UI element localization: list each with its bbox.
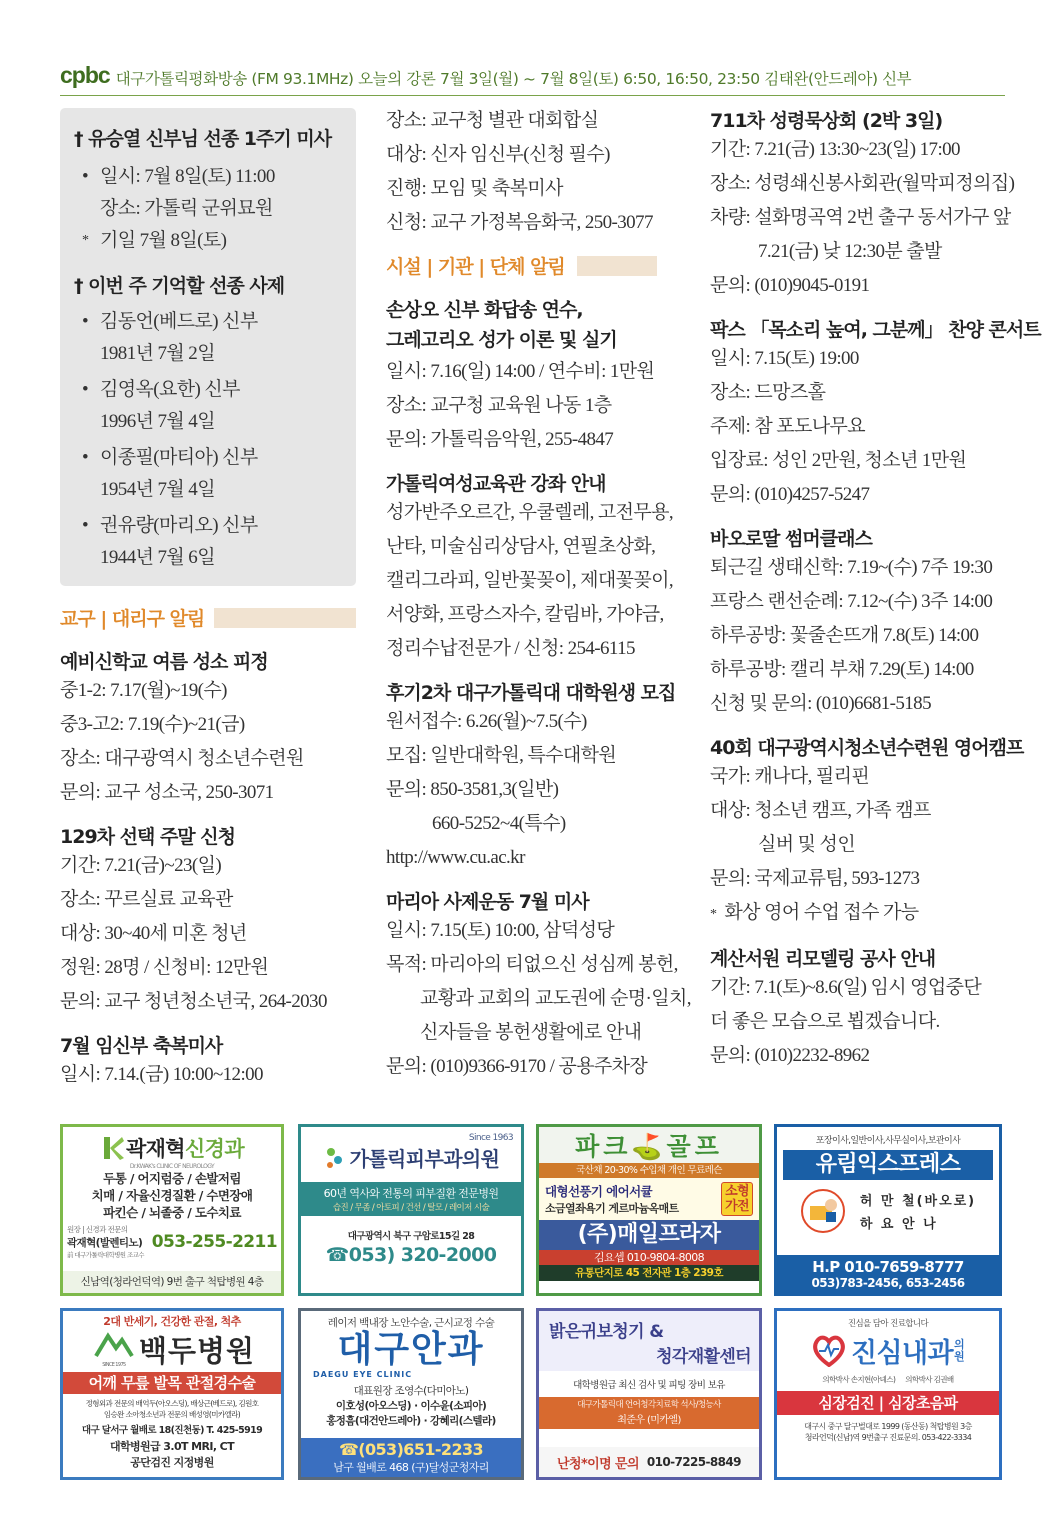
clinic-english: Dr.KWAK's CLINIC OF NEUROLOGY [129,1163,215,1170]
center-name: 청각재활센터 [656,1347,751,1367]
notice-line: 더 좋은 모습으로 뵙겠습니다. [710,1011,940,1032]
section-bar [577,256,657,276]
doctor-title: 원장 | 신경과 전문의 [67,1225,128,1234]
ad-address: 대구광역시 북구 구암로15길 28 [347,1231,475,1242]
ad-line: 소금열좌욕기 게르마늄옥매트 [545,1202,679,1215]
ad-line: 두통 / 어지럼증 / 손발저림 [103,1171,241,1186]
notice-line: 문의: 교구 청년청소년국, 264-2030 [60,991,327,1012]
ad-line: 습진 / 무좀 / 아토피 / 건선 / 탈모 / 레이저 시술 [332,1203,490,1213]
notice-line: 일시: 7.15(토) 10:00, 삼덕성당 [386,920,615,941]
notice-line: 대상: 청소년 캠프, 가족 캠프 [710,800,931,821]
diocese-section-header: 교구 | 대리구 알림 [60,604,356,631]
company-name: 유림익스프레스 [783,1150,993,1180]
column-3 [710,106,1041,1073]
notice-line: 기간: 7.1(토)~8.6(일) 임시 영업중단 [710,977,982,998]
center-name: 밝은귀보청기 & [549,1322,664,1342]
memorial-box [60,108,356,586]
notice-line: 원서접수: 6.26(월)~7.5(수) [386,711,587,732]
phone-number[interactable]: ☎053) 320-2000 [325,1244,497,1266]
notice-title: 팍스 「목소리 높여, 그분께」 찬양 콘서트 [710,319,1041,341]
mover-mascot-icon [800,1188,846,1234]
notice-title: 바오로딸 썸머클래스 [710,528,872,550]
notice-title: 7월 임신부 축복미사 [60,1035,223,1057]
owner-name: 하 요 안 나 [859,1217,938,1232]
ad-address: 유통단지로 45 전자관 1층 239호 [539,1265,759,1281]
notice-line: 실버 및 성인 [758,834,856,855]
notice-line: 교황과 교회의 교도권에 순명·일치, [420,988,691,1009]
ad-tagline: 레이저 백내장 노안수술, 근시교정 수술 [327,1317,495,1329]
notice-line: 대상: 신자 임신부(신청 필수) [386,144,610,165]
notice-title: 예비신학교 여름 성소 피정 [60,651,268,673]
ad-daegu-eye-clinic[interactable] [298,1308,524,1480]
staff-name: 최준우 (미카엘) [539,1413,759,1429]
notice-title: 129차 선택 주말 신청 [60,826,235,848]
doctor-name: 의학박사 김권배 [905,1375,954,1384]
notice-line: 문의: 교구 성소국, 250-3071 [60,782,274,803]
phone-number[interactable]: ☎(053)651-2233 [338,1440,484,1459]
ad-title-row [777,1331,999,1370]
notice-line: 문의: 가톨릭음악원, 255-4847 [386,429,614,450]
mountain-logo-icon [94,1332,134,1358]
notice-title: 계산서원 리모델링 공사 안내 [710,948,936,970]
qualification-band: 대구가톨릭대 언어청각치료학 석사/청능사 [539,1397,759,1413]
clinic-name: 곽재혁 [125,1137,185,1161]
ad-line: 대학병원급 최신 검사 및 피팅 장비 보유 [573,1380,725,1391]
phone-number[interactable]: 010-7225-8849 [646,1455,741,1469]
priest-item: • 김동언(베드로) 신부 1981년 7월 2일 [82,311,258,364]
ad-address: 남구 월배로 468 (구)달성군청자리 [333,1461,489,1474]
ad-title-row [301,1143,521,1172]
ad-line: 대학병원급 3.0T MRI, CT [109,1440,235,1453]
facility-section-header: 시설 | 기관 | 단체 알림 [386,252,686,279]
doctor-name: 이호성(아오스딩) · 이수윤(소피아) [335,1400,487,1412]
ad-tagline: 2대 반세기, 건강한 관절, 척추 [103,1315,241,1328]
ad-line: 정형외과 전문의 배억두(아오스딩), 배상근(베드로), 김원호 [85,1399,259,1408]
notice-title: 손상오 신부 화답송 연수, [386,299,583,321]
ad-title-row [539,1127,759,1163]
notice-line: 문의: 국제교류팀, 593-1273 [710,868,920,889]
notice-line: 퇴근길 생태신학: 7.19~(수) 7주 19:30 [710,557,993,578]
ad-line: 국산채 20-30% 수입채 개인 무료레슨 [539,1163,759,1178]
ad-catholic-dermatology[interactable] [298,1124,524,1296]
doctor-name: 홍정흠(대건안드레아) · 강혜리(스텔라) [326,1415,496,1427]
notice-line: 7.21(금) 낮 12:30분 출발 [758,241,942,262]
contact-row [539,1447,759,1477]
ad-kwak-neurology[interactable] [60,1124,284,1296]
phone-number[interactable]: 053)783-2456, 653-2456 [811,1276,965,1290]
notice-line: 문의: (010)2232-8962 [710,1045,870,1066]
notice-line: 기간: 7.21(금)~23(일) [60,855,222,876]
notice-line: 캘리그라피, 일반꽃꽂이, 제대꽃꽂이, [386,570,674,591]
clinic-suffix: 의원 [953,1337,964,1363]
header-text: 대구가톨릭평화방송 (FM 93.1MHz) 오늘의 강론 7월 3일(월) ~ 7월 8일(토) 6:50, 16:50, 23:50 김태완(안드레아) 신부 [115,70,912,88]
notice-title: 마리아 사제운동 7월 미사 [386,891,589,913]
notice-title: 후기2차 대구가톨릭대 대학원생 모집 [386,682,676,704]
ad-yurim-express[interactable] [774,1124,1002,1296]
notice-line: 하루공방: 캘리 부채 7.29(토) 14:00 [710,659,974,680]
notice-line: 중1-2: 7.17(월)~19(수) [60,680,227,701]
clinic-logo-icon [100,1135,126,1161]
notice-title: 그레고리오 성가 이론 및 실기 [386,329,617,351]
notice-line: 장소: 교구청 교육원 나동 1층 [386,395,612,416]
ad-line: 파킨슨 / 뇌졸중 / 도수치료 [103,1205,241,1220]
notice-line: 하루공방: 꽃줄손뜨개 7.8(토) 14:00 [710,625,979,646]
notice-line: 일시: 7.15(토) 19:00 [710,348,859,369]
notice-line: 프랑스 랜선순례: 7.12~(수) 3주 14:00 [710,591,993,612]
cpbc-logo: cpbc [60,62,110,88]
surgery-band: 어깨 무릎 발목 관절경수술 [63,1372,281,1394]
notice-line: 대상: 30~40세 미혼 청년 [60,923,247,944]
notice-line: 차량: 설화명곡역 2번 출구 동서가구 앞 [710,207,1011,228]
ad-line: 임승완 소아청소년과 전문의 배성영(미카엘라) [103,1410,241,1419]
notice-line: 정원: 28명 / 신청비: 12만원 [60,957,269,978]
since-label: Since 1963 [468,1133,513,1143]
priest-item: • 이종필(마티아) 신부 1954년 7월 4일 [82,447,258,500]
notice-line: 진행: 모임 및 축복미사 [386,178,563,199]
notice-line: 장소: 성령쇄신봉사회관(월막피정의집) [710,173,1015,194]
notice-line: 문의: (010)9366-9170 / 공용주차장 [386,1056,648,1077]
memorial-mass-title: † 유승열 신부님 선종 1주기 미사 [74,128,332,150]
notice-line: 신청 및 문의: (010)6681-5185 [710,693,931,714]
notice-line: 모집: 일반대학원, 특수대학원 [386,745,617,766]
notice-line: 성가반주오르간, 우쿨렐레, 고전무용, [386,502,674,523]
company-name: (주)매일프라자 [539,1220,759,1250]
doctor-row [63,1221,281,1259]
column-2 [386,104,691,1084]
ad-jinsim-internal[interactable] [774,1308,1002,1480]
priest-item: • 권유량(마리오) 신부 1944년 7월 6일 [82,515,258,568]
ad-tagline: 진심을 담아 진료합니다 [847,1319,929,1329]
store-name: 파크⛳골프 [575,1132,723,1161]
contact-label: 난청*이명 문의 [557,1456,639,1472]
notice-line: 660-5252~4(특수) [432,813,566,834]
notice-line: 목적: 마리아의 티없으신 성심께 봉헌, [386,954,678,975]
ad-baekdu-hospital[interactable] [60,1308,284,1480]
notice-line: 중3-고2: 7.19(수)~21(금) [60,714,245,735]
small-appliance-badge: 소형 가전 [721,1182,753,1216]
notice-line: 장소: 드망즈홀 [710,382,826,403]
ad-park-golf[interactable] [536,1124,762,1296]
doctor-career: 前 대구가톨릭대학병원 조교수 [67,1251,144,1259]
notice-line: 정리수납전문가 / 신청: 254-6115 [386,638,635,659]
remember-priests-title: † 이번 주 기억할 선종 사제 [74,275,285,297]
clinic-name: 가톨릭피부과의원 [349,1147,500,1171]
heart-logo-icon [811,1335,847,1367]
notice-title: 40회 대구광역시청소년수련원 영어캠프 [710,737,1024,759]
clinic-english: DAEGU EYE CLINIC [313,1370,413,1379]
phone-number[interactable]: 053-255-2211 [151,1231,277,1252]
hospital-name: 백두병원 [138,1334,256,1368]
ad-bright-ear-hearing[interactable] [536,1308,762,1480]
doctor-name: 의학박사 손지현(아녜스) [822,1375,896,1384]
notice-line: 장소: 꾸르실료 교육관 [60,889,233,910]
phone-number[interactable]: 김요셉 010-9804-8008 [539,1250,759,1265]
service-list: 포장이사,일반이사,사무실이사,보관이사 [815,1136,961,1146]
mobile-number[interactable]: H.P 010-7659-8777 [812,1258,964,1276]
owner-row [777,1188,999,1234]
list-item: * 기일 7월 8일(토) [82,230,227,251]
notice-line: 문의: (010)9045-0191 [710,275,870,296]
section-bar [214,608,356,628]
notice-line: 기간: 7.21(금) 13:30~23(일) 17:00 [710,139,960,160]
clinic-band [301,1182,521,1216]
checkup-band: 심장검진 | 심장초음파 [777,1391,999,1415]
ad-title-row [63,1133,281,1163]
list-item: • 일시: 7월 8일(토) 11:00 [82,166,275,187]
since-label: SINCE 1975 [102,1361,126,1368]
notice-line: * 화상 영어 수업 접수 가능 [710,902,919,923]
website-link[interactable]: http://www.cu.ac.kr [386,847,525,868]
owner-name: 허 만 철(바오로) [859,1194,977,1209]
ad-title-row [63,1329,281,1370]
doctor-row [777,1374,999,1385]
notice-line: 장소: 교구청 별관 대회합실 [386,110,599,131]
notice-line: 주제: 참 포도나무요 [710,416,866,437]
notice-line: 난타, 미술심리상담사, 연필초상화, [386,536,656,557]
clinic-name: 대구안과 [337,1329,485,1370]
notice-line: 입장료: 성인 2만원, 청소년 1만원 [710,450,967,471]
ad-line: 공단검진 지정병원 [130,1456,214,1469]
advertisement-grid [60,1124,1002,1482]
ad-line: 치매 / 자율신경질환 / 수면장애 [91,1188,253,1203]
notice-line: 서양화, 프랑스자수, 칼림바, 가야금, [386,604,664,625]
header-bar [60,62,1005,96]
notice-line: 문의: 850-3581,3(일반) [386,779,559,800]
clinic-name: 진심내과 [851,1338,953,1369]
doctor-name: 곽재혁(발렌티노) [67,1237,143,1249]
notice-line: 신자들을 봉헌생활에로 안내 [420,1022,642,1043]
priest-item: • 김영옥(요한) 신부 1996년 7월 4일 [82,379,240,432]
ad-line: 60년 역사와 전통의 피부질환 전문병원 [323,1187,499,1200]
notice-line: 장소: 대구광역시 청소년수련원 [60,748,304,769]
notice-line: 문의: (010)4257-5247 [710,484,870,505]
ad-address: 대구 달서구 월배로 18(진천동) T. 425-5919 [81,1425,263,1436]
notice-line: 일시: 7.16(일) 14:00 / 연수비: 1만원 [386,361,655,382]
list-item: 장소: 가톨릭 군위묘원 [100,198,273,219]
ad-address: 대구시 중구 달구벌대로 1999 (동산동) 척탑병원 3층 [804,1422,972,1431]
notice-title: 가톨릭여성교육관 강좌 안내 [386,473,606,495]
notice-line: 신청: 교구 가정복음화국, 250-3077 [386,212,653,233]
notice-line: 일시: 7.14.(금) 10:00~12:00 [60,1064,263,1085]
notice-title: 711차 성령묵상회 (2박 3일) [710,110,943,132]
notice-line: 국가: 캐나다, 필리핀 [710,766,870,787]
doctor-name: 대표원장 조영수(다미아노) [353,1385,469,1397]
clinic-logo-icon [323,1146,347,1170]
column-1 [60,108,356,1092]
clinic-dept: 신경과 [185,1137,245,1161]
ad-address: 신남역(청라언덕역) 9번 출구 척탑병원 4층 [63,1271,281,1293]
ad-line: 대형선풍기 에어서큘 [545,1184,653,1199]
phone-number[interactable]: 청라언덕(신남)역 9번출구 진료문의. 053-422-3334 [804,1433,972,1442]
product-row [539,1178,759,1220]
